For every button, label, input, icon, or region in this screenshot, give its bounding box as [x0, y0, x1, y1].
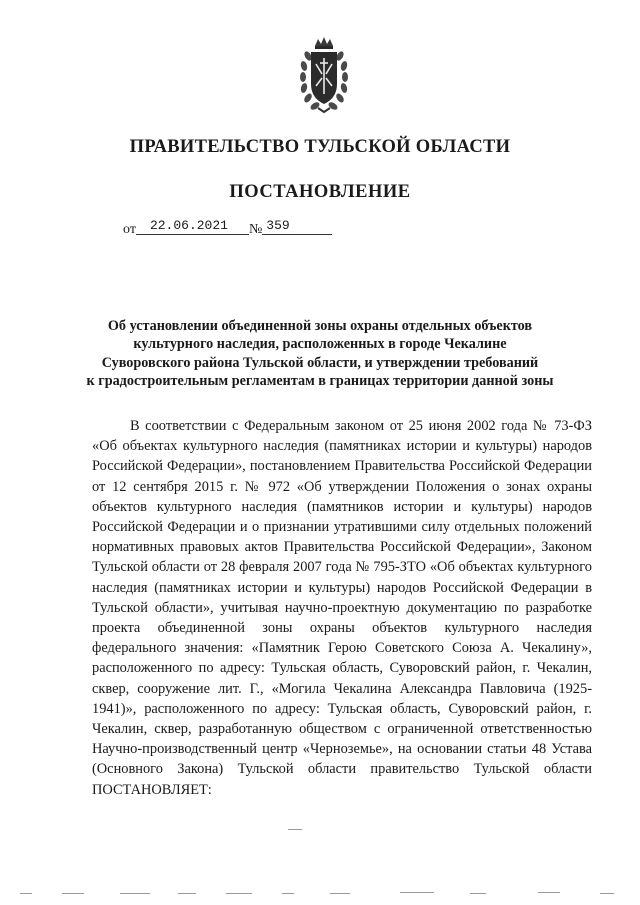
document-date: 22.06.2021	[136, 218, 249, 235]
scan-artifact	[282, 893, 294, 894]
scan-artifact	[538, 892, 560, 893]
scan-artifact	[226, 893, 252, 894]
subject-line: Об установлении объединенной зоны охраны отдельных объектов	[107, 318, 533, 334]
government-title: ПРАВИТЕЛЬСТВО ТУЛЬСКОЙ ОБЛАСТИ	[129, 137, 511, 157]
scan-artifact	[178, 893, 196, 894]
body-paragraph: В соответствии с Федеральным законом от 25 июня 2002 года № 73-ФЗ «Об объектах культурного наследия (памятниках истории и культуры) народов Российской Федерации», постановлением Правительства Российской Федерации от 12 сентября 2015 г. № 972 «Об утверждении Положения о зонах охраны объектов культурного наследия (памятников истории и культуры) народов Российской Федерации и о признании утратившими силу отдельных положений нормативных правовых актов Правительства Российской Федерации», Законом Тульской области от 28 февраля 2007 года № 795-ЗТО «Об объектах культурного наследия (памятниках истории и культуры) народов Российской Федерации в Тульской области», учитывая научно-проектную документацию по разработке проекта объединенной зоны охраны объектов культурного наследия федерального значения: «Памятник Герою Советского Союза А. Чекалину», расположенного по адресу: Тульская область, Суворовский район, г. Чекалин, сквер, сооружение лит. Г., «Могила Чекалина Александра Павловича (1925-1941)», расположенного по адресу: Тульская область, Суворовский район, г. Чекалин, сквер, разработанную обществом с ограниченной ответственностью Научно-производственный центр «Черноземье», на основании статьи 48 Устава (Основного Закона) Тульской области правительство Тульской области ПОСТАНОВЛЯЕТ:	[92, 418, 592, 798]
scan-artifact	[330, 893, 350, 894]
document-subject	[60, 317, 580, 390]
scan-artifact	[400, 892, 434, 893]
scan-artifact	[120, 893, 150, 894]
scan-artifact	[20, 893, 32, 894]
scan-artifact	[288, 829, 302, 830]
document-number: 359	[262, 218, 332, 235]
subject-line: Суворовского района Тульской области, и утверждении требований	[101, 354, 539, 371]
scan-artifact	[62, 893, 84, 894]
date-prefix: от	[123, 222, 136, 237]
tula-coat-of-arms-icon	[298, 36, 350, 116]
scan-artifact	[600, 893, 614, 894]
subject-line: культурного наследия, расположенных в городе Чекалине	[133, 336, 507, 353]
scan-artifact	[470, 893, 486, 894]
reference-line	[123, 218, 332, 239]
number-prefix: №	[248, 222, 263, 237]
document-type: ПОСТАНОВЛЕНИЕ	[229, 182, 411, 202]
subject-line: к градостроительным регламентам в границах территории данной зоны	[86, 372, 554, 389]
